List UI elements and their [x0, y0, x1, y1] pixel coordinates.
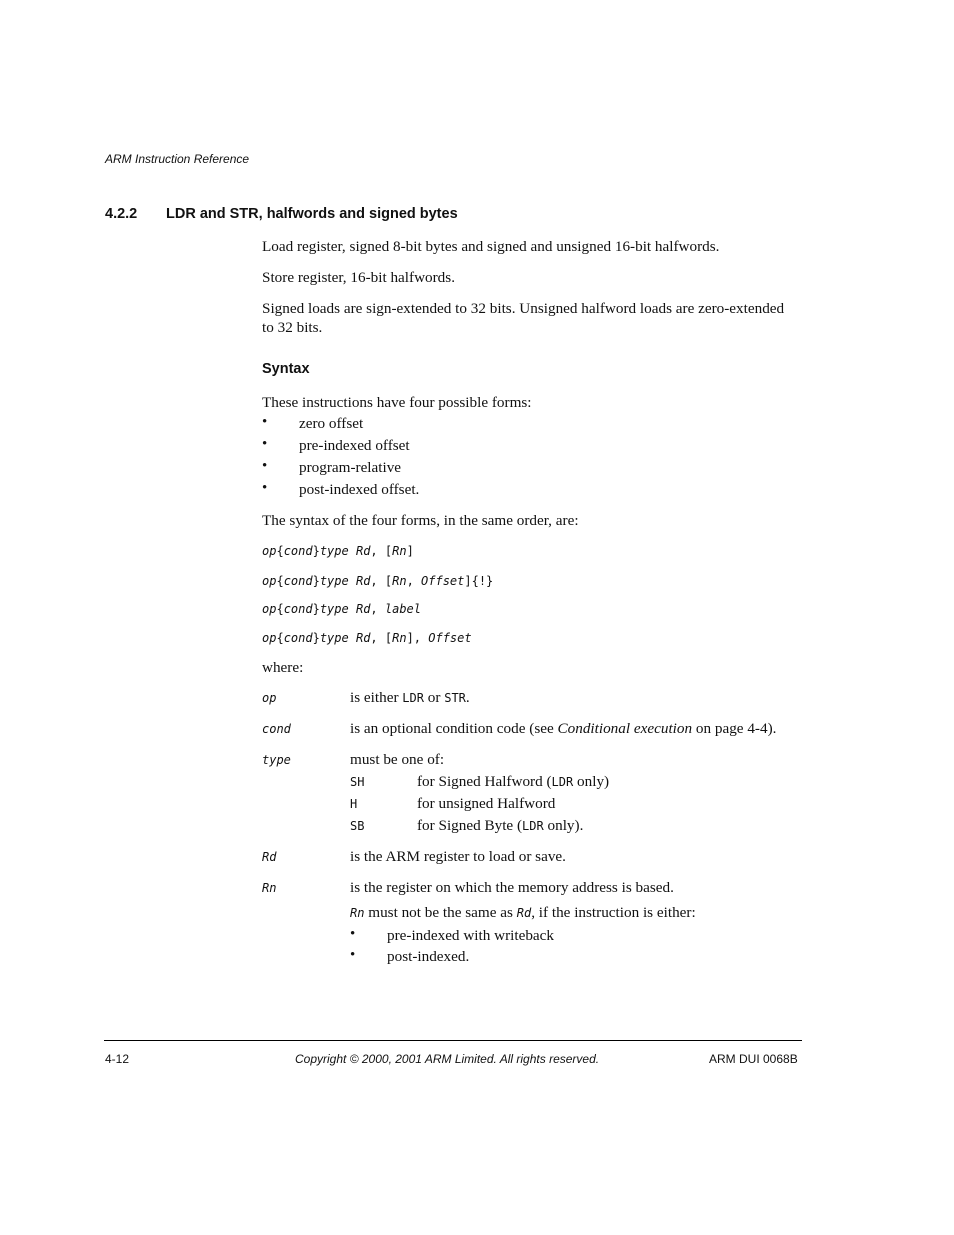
where-label: where: [262, 659, 304, 676]
footer-doc-id: ARM DUI 0068B [709, 1052, 798, 1066]
form-zero-offset: zero offset [299, 415, 364, 432]
footer-copyright: Copyright © 2000, 2001 ARM Limited. All rights reserved. [295, 1052, 600, 1066]
bullet-icon: • [262, 458, 268, 474]
form-program-relative: program-relative [299, 459, 402, 476]
code-form-program-relative: op{cond}type Rd, label [262, 602, 421, 616]
code-form-pre-indexed: op{cond}type Rd, [Rn, Offset]{!} [262, 574, 494, 588]
section-title: LDR and STR, halfwords and signed bytes [166, 206, 458, 222]
def-desc-rd: is the ARM register to load or save. [350, 848, 566, 865]
def-note-rn: Rn must not be the same as Rd, if the instruction is either: [350, 904, 696, 921]
intro-paragraph-3-line-2: to 32 bits. [262, 319, 323, 336]
type-code-sb: SB [350, 819, 365, 833]
intro-paragraph-2: Store register, 16-bit halfwords. [262, 269, 455, 286]
type-desc-sh: for Signed Halfword (LDR only) [417, 773, 610, 790]
bullet-icon: • [262, 414, 268, 430]
bullet-icon: • [262, 480, 268, 496]
def-desc-op: is either LDR or STR. [350, 689, 470, 706]
syntax-lead: These instructions have four possible forms: [262, 394, 532, 411]
rn-case-pre-indexed: pre-indexed with writeback [387, 927, 554, 944]
type-desc-h: for unsigned Halfword [417, 795, 556, 812]
cross-reference: Conditional execution [557, 720, 693, 737]
type-desc-sb: for Signed Byte (LDR only). [417, 817, 584, 834]
syntax-order-text: The syntax of the four forms, in the same order, are: [262, 512, 579, 529]
def-desc-rn: is the register on which the memory address is based. [350, 879, 674, 896]
bullet-icon: • [350, 926, 356, 942]
running-header: ARM Instruction Reference [105, 152, 250, 166]
def-desc-type: must be one of: [350, 751, 445, 768]
form-pre-indexed: pre-indexed offset [299, 437, 410, 454]
syntax-heading: Syntax [262, 361, 310, 377]
def-desc-cond: is an optional condition code (see Conditional execution on page 4-4). [350, 720, 777, 737]
def-term-rd: Rd [262, 850, 277, 864]
type-code-sh: SH [350, 775, 365, 789]
def-term-cond: cond [262, 722, 291, 736]
def-term-rn: Rn [262, 881, 277, 895]
intro-paragraph-1: Load register, signed 8-bit bytes and signed and unsigned 16-bit halfwords. [262, 238, 720, 255]
rn-case-post-indexed: post-indexed. [387, 948, 470, 965]
footer-page-number: 4-12 [105, 1052, 130, 1066]
type-code-h: H [350, 797, 358, 811]
def-term-op: op [262, 691, 277, 705]
footer-rule [104, 1040, 802, 1041]
bullet-icon: • [350, 947, 356, 963]
intro-paragraph-3-line-1: Signed loads are sign-extended to 32 bits. Unsigned halfword loads are zero-extended [262, 300, 785, 317]
section-number: 4.2.2 [105, 206, 138, 222]
bullet-icon: • [262, 436, 268, 452]
def-term-type: type [262, 753, 291, 767]
code-form-post-indexed: op{cond}type Rd, [Rn], Offset [262, 631, 472, 645]
code-form-zero-offset: op{cond}type Rd, [Rn] [262, 544, 414, 558]
form-post-indexed: post-indexed offset. [299, 481, 420, 498]
